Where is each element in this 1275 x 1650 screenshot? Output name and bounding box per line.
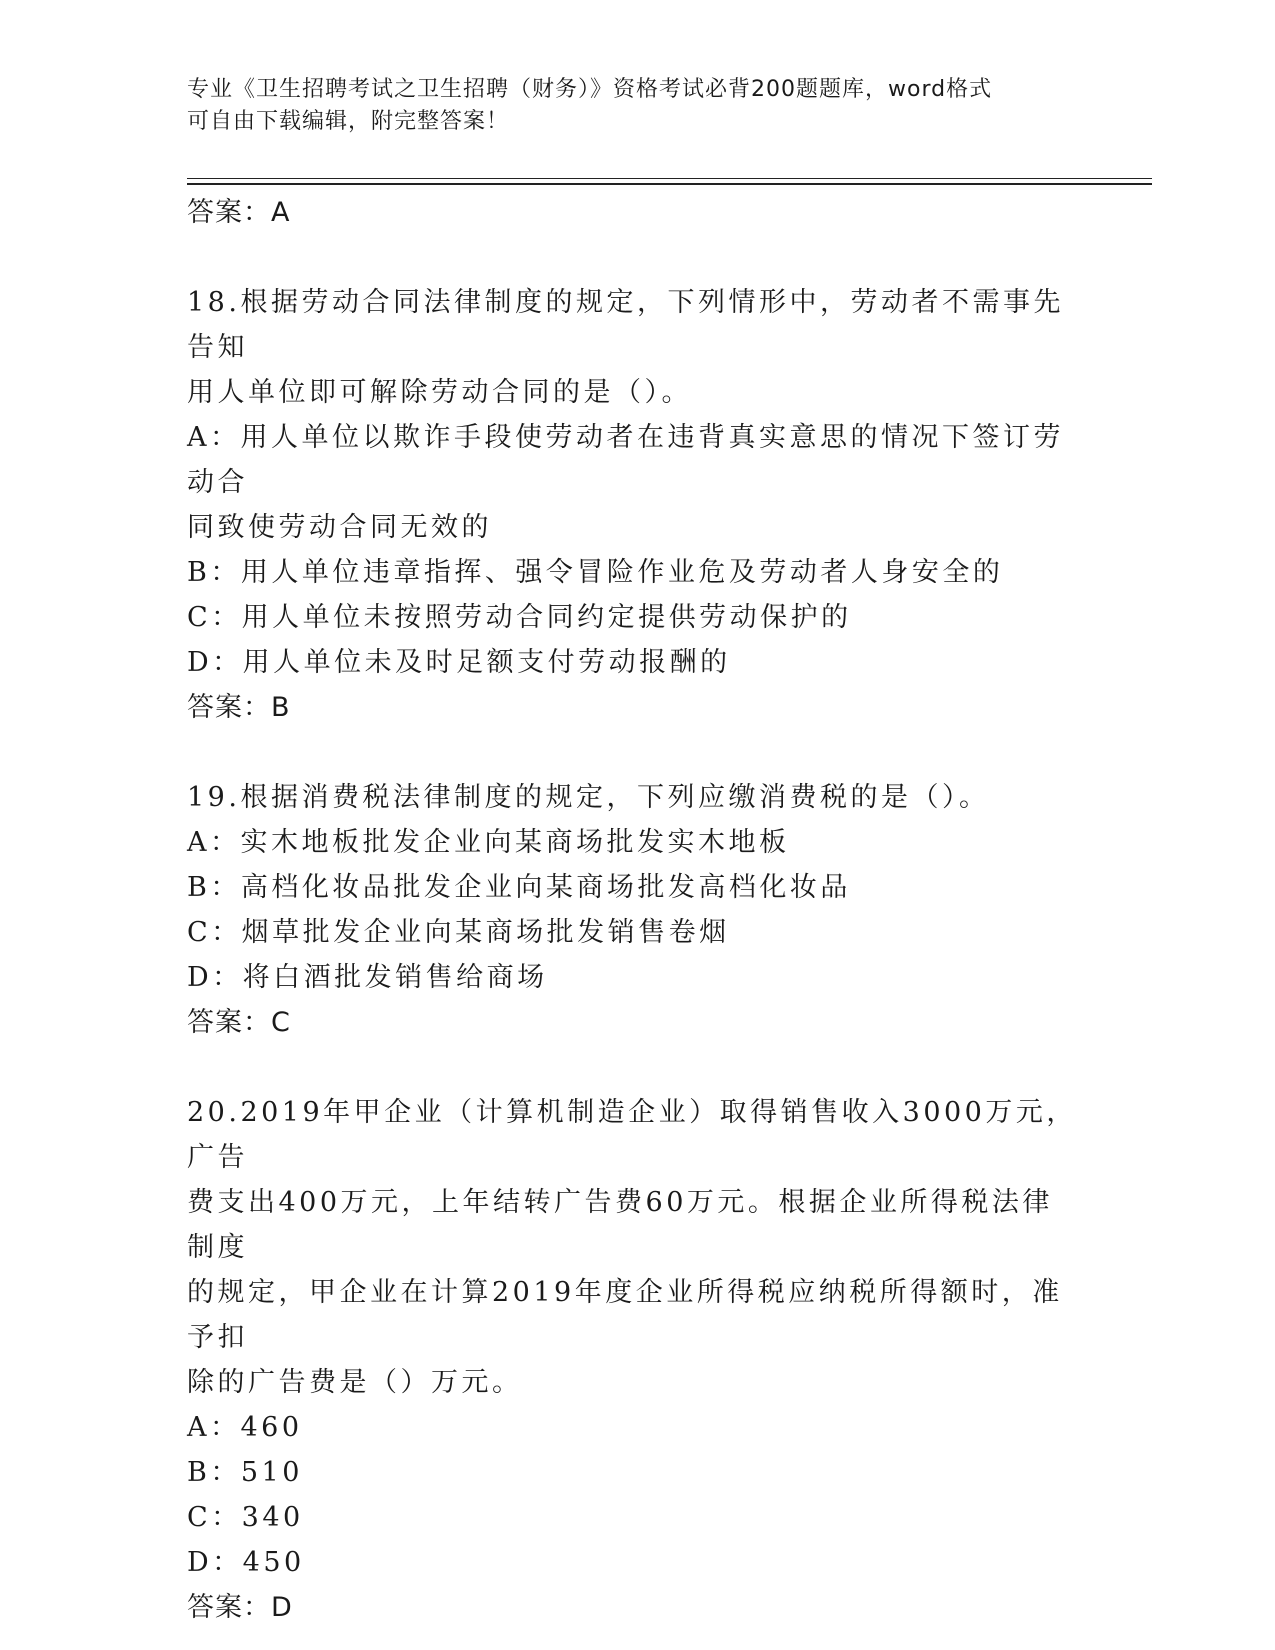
option-a: A：用人单位以欺诈手段使劳动者在违背真实意思的情况下签订劳动合 [187,422,1064,498]
question-stem-line: 用人单位即可解除劳动合同的是（）。 [187,377,692,408]
option-b: B：用人单位违章指挥、强令冒险作业危及劳动者人身安全的 [187,557,1004,588]
answer-prefix: 答案： [187,692,271,723]
answer-value: A [271,197,291,228]
answer-line [187,1000,1077,1045]
question-stem-line: 18.根据劳动合同法律制度的规定，下列情形中，劳动者不需事先告知 [187,287,1064,363]
question-stem-line: 20.2019年甲企业（计算机制造企业）取得销售收入3000万元，广告 [187,1097,1077,1173]
option-b: B：510 [187,1457,303,1488]
option-d: D：450 [187,1547,305,1578]
question-stem-line: 的规定，甲企业在计算2019年度企业所得税应纳税所得额时，准予扣 [187,1277,1063,1353]
answer-line [187,1585,1077,1630]
answer-prefix: 答案： [187,197,271,228]
answer-line [187,685,1077,730]
document-header [187,74,1067,138]
option-a: A：实木地板批发企业向某商场批发实木地板 [187,827,790,858]
question-stem-line: 19.根据消费税法律制度的规定，下列应缴消费税的是（）。 [187,782,990,813]
question-list [187,190,1077,1630]
question-stem-line: 除的广告费是（）万元。 [187,1367,523,1398]
option-a: A：460 [187,1412,303,1443]
header-line-2: 可自由下载编辑，附完整答案！ [187,109,510,134]
header-divider-thick [187,183,1152,185]
header-line-1: 专业《卫生招聘考试之卫生招聘（财务）》资格考试必背200题题库，word格式 [187,77,993,102]
option-c: C：用人单位未按照劳动合同约定提供劳动保护的 [187,602,852,633]
option-a-continued: 同致使劳动合同无效的 [187,512,492,543]
header-divider-thin [187,178,1152,179]
answer-prefix: 答案： [187,1007,271,1038]
option-b: B：高档化妆品批发企业向某商场批发高档化妆品 [187,872,851,903]
answer-prefix: 答案： [187,1592,271,1623]
question-19 [187,775,1077,1045]
answer-value: C [271,1007,291,1038]
question-stem-line: 费支出400万元，上年结转广告费60万元。根据企业所得税法律制度 [187,1187,1053,1263]
question-20 [187,1090,1077,1630]
option-c: C：烟草批发企业向某商场批发销售卷烟 [187,917,730,948]
option-d: D：将白酒批发销售给商场 [187,962,548,993]
answer-line [187,190,1077,235]
option-d: D：用人单位未及时足额支付劳动报酬的 [187,647,731,678]
question-18 [187,280,1077,730]
answer-value: B [271,692,291,723]
answer-value: D [271,1592,293,1623]
option-c: C：340 [187,1502,304,1533]
